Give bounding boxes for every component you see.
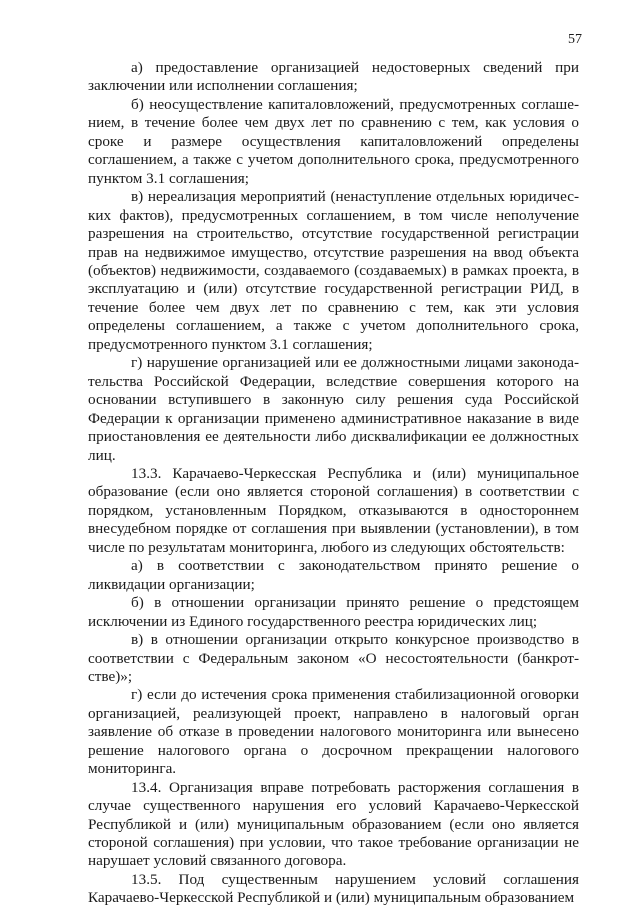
paragraph-12-2-g: г) нарушение организацией или ее должностными лицами законодательства Российской Федерации, вследствие совершения которого на основании вступившего в законную силу решения суда Российской Федерации к организации применено административное наказание в виде приостановления ее деятельности либо дисквалификации ее должностных лиц. xyxy=(88,354,579,464)
paragraph-12-2-a: а) предоставление организацией недостоверных сведений при заключении или исполнении соглашения; xyxy=(88,59,579,95)
paragraph-13-3: 13.3. Карачаево-Черкесская Республика и (или) муниципальное образование (если оно является стороной соглашения) в соответствии с порядком, установленным Порядком, отказываются в одностороннем внесудебном порядке от соглашения при выявлении (установлении), в том числе по результатам мониторинга, любого из следующих обстоятельств: xyxy=(88,464,579,556)
paragraph-12-2-v: в) нереализация мероприятий (ненаступление отдельных юридических фактов), предусмотренных соглашением, в том числе неполучение разрешения на строительство, отсутствие государственной регистрации прав на недвижимое имущество, отсутствие разрешения на ввод объекта (объектов) недвижимости, создаваемого (создаваемых) в рамках проекта, в эксплуатацию и (или) отсутствие государственной регистрации РИД, в течение более чем двух лет по сравнению с тем, как эти условия определены соглашением, а также с учетом дополнительного срока, предусмотренного пунктом 3.1 соглашения; xyxy=(88,188,579,353)
paragraph-12-2-b: б) неосуществление капиталовложений, предусмотренных соглашением, в течение более чем двух лет по сравнению с тем, как условия о сроке и размере осуществления капиталовложений определены соглашением, а также с учетом дополнительного срока, предусмотренного пунктом 3.1 соглашения; xyxy=(88,95,579,187)
paragraph-13-3-b: б) в отношении организации принято решение о предстоящем исключении из Единого государственного реестра юридических лиц; xyxy=(88,594,579,630)
paragraph-13-3-a: а) в соответствии с законодательством принято решение о ликвидации организации; xyxy=(88,557,579,593)
page-number: 57 xyxy=(568,32,582,47)
paragraph-13-5: 13.5. Под существенным нарушением условий соглашения Карачаево-Черкесской Республикой и (или) муниципальным образованием xyxy=(88,870,579,907)
paragraph-13-3-g: г) если до истечения срока применения стабилизационной оговорки организацией, реализующей проект, направлено в налоговый орган заявление об отказе в проведении налогового мониторинга или вынесено решение налогового органа о досрочном прекращении налогового мониторинга. xyxy=(88,686,579,778)
paragraph-13-3-v: в) в отношении организации открыто конкурсное производство в соответствии с Федеральным законом «О несостоятельности (банкротстве)»; xyxy=(88,631,579,685)
document-body xyxy=(88,59,579,908)
paragraph-13-4: 13.4. Организация вправе потребовать расторжения соглашения в случае существенного нарушения его условий Карачаево-Черкесской Республикой и (или) муниципальным образованием (если оно является стороной соглашения) при условии, что такое требование организации не нарушает условий связанного договора. xyxy=(88,778,579,870)
